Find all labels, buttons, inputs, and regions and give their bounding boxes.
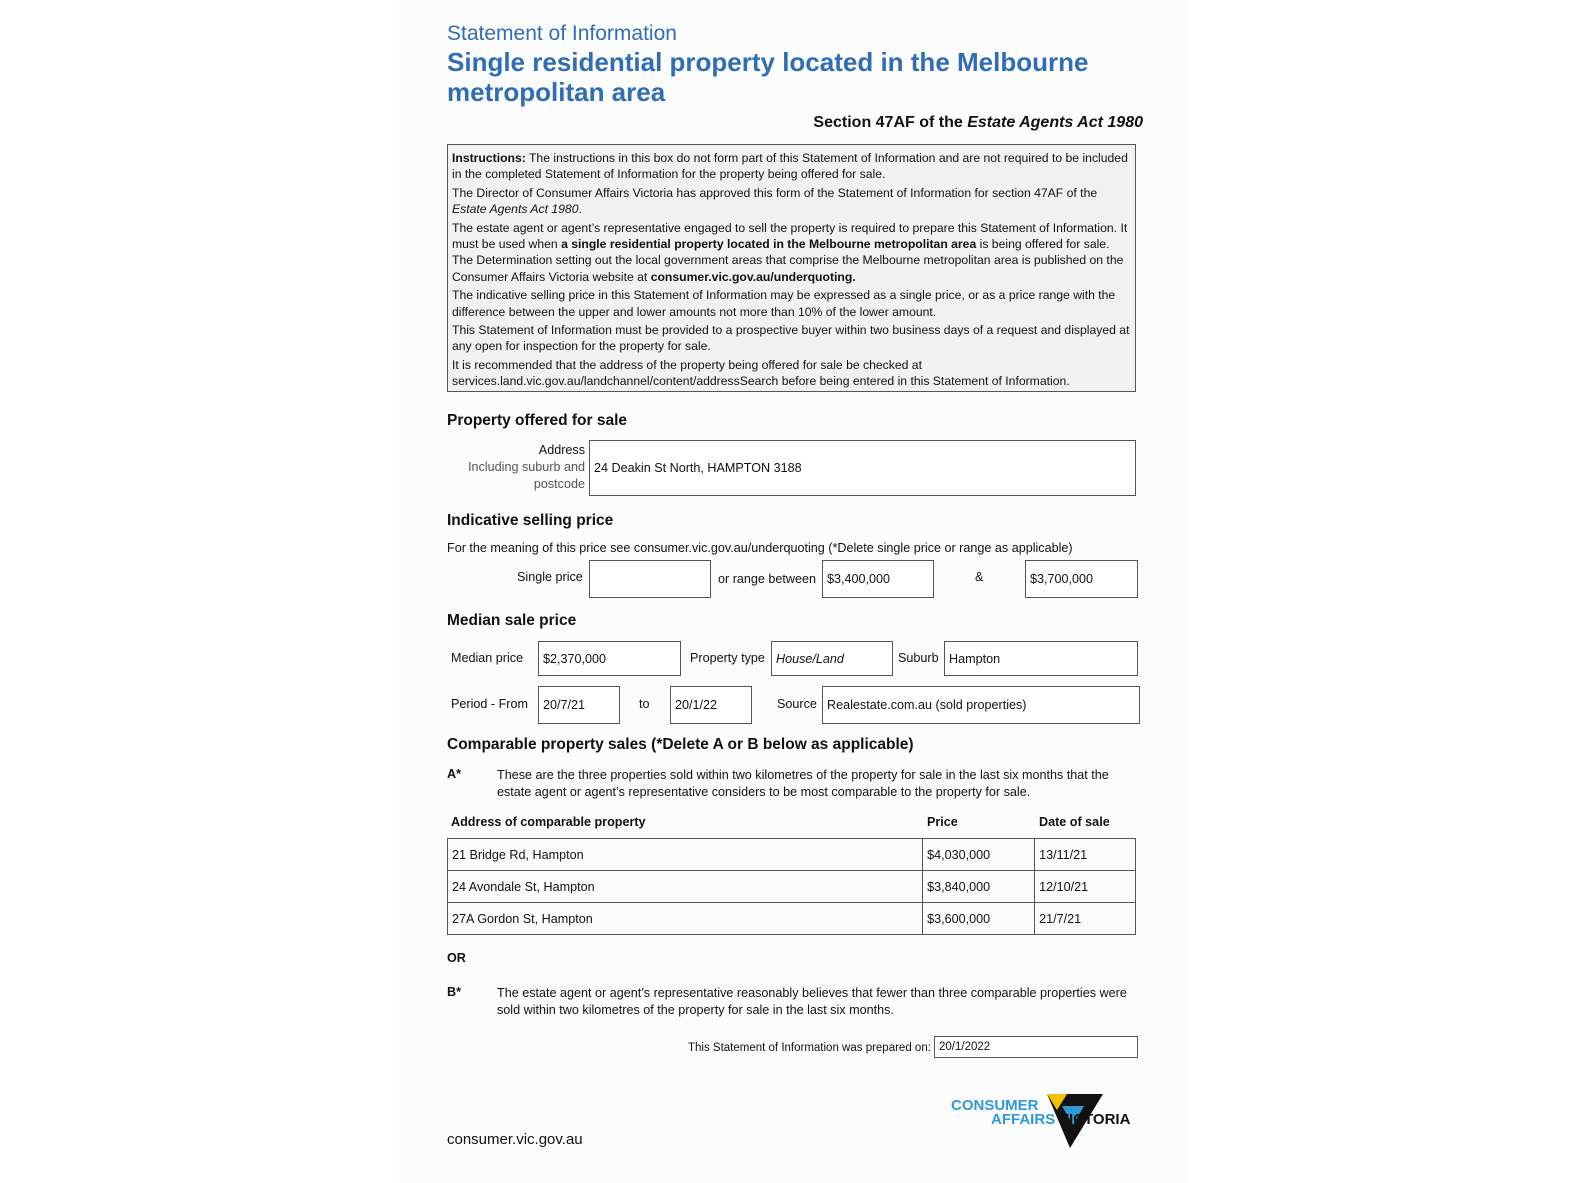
comparable-date-cell[interactable]: 13/11/21 [1035,839,1136,871]
comparable-table [447,838,1136,935]
comparable-price-cell[interactable]: $3,840,000 [923,871,1035,903]
single-price-field[interactable] [589,560,711,598]
property-type-label: Property type [690,651,765,665]
property-type-field[interactable]: House/Land [771,641,893,676]
or-separator: OR [447,951,466,965]
instructions-paragraph-1 [452,150,1131,183]
instructions-box [447,144,1136,392]
section-reference-prefix: Section 47AF of the [813,114,968,131]
period-from-label: Period - From [451,697,528,711]
instructions-p2-text: The Director of Consumer Affairs Victoria has approved this form of the Statement of Information for section 47AF of the [452,185,1098,200]
comparable-price-cell[interactable]: $3,600,000 [923,903,1035,935]
suburb-field[interactable]: Hampton [944,641,1138,676]
comparable-address-cell[interactable]: 21 Bridge Rd, Hampton [448,839,923,871]
period-to-label: to [639,697,650,711]
option-b-marker: B* [447,985,461,999]
comparable-address-cell[interactable]: 27A Gordon St, Hampton [448,903,923,935]
underquoting-link[interactable]: consumer.vic.gov.au/underquoting. [650,269,856,284]
section-reference-act: Estate Agents Act 1980 [967,114,1143,131]
address-field[interactable]: 24 Deakin St North, HAMPTON 3188 [589,440,1136,496]
logo-text-affairs: AFFAIRS [991,1111,1056,1128]
comparable-date-cell[interactable]: 21/7/21 [1035,903,1136,935]
instructions-paragraph-4: The indicative selling price in this Statement of Information may be expressed as a single price, or as a price range with the difference between the upper and lower amounts not more than 10% of the lower amount. [452,288,1116,319]
option-a-text: These are the three properties sold within two kilometres of the property for sale in the last six months that the estate agent or agent’s representative considers to be most comparable to the property for sale. [497,768,1109,799]
page-title: Single residential property located in the Melbourne metropolitan area [447,47,1089,107]
median-price-field[interactable]: $2,370,000 [538,641,681,676]
comparable-date-cell[interactable]: 12/10/21 [1035,871,1136,903]
instructions-paragraph-3 [452,220,1131,286]
instructions-p3-bold: a single residential property located in the Melbourne metropolitan area [561,237,977,252]
source-field[interactable]: Realestate.com.au (sold properties) [822,686,1140,724]
instructions-p2-act: Estate Agents Act 1980 [452,202,579,217]
range-low-field[interactable]: $3,400,000 [822,560,934,598]
range-high-field[interactable]: $3,700,000 [1025,560,1138,598]
single-price-label: Single price [517,570,583,584]
table-row [448,871,1136,903]
col-header-date: Date of sale [1039,815,1110,829]
table-row [448,839,1136,871]
address-label: Address [538,443,585,457]
range-label: or range between [718,572,817,586]
instructions-label: Instructions: [452,151,526,165]
suburb-label: Suburb [898,651,939,665]
col-header-address: Address of comparable property [451,815,646,829]
logo-text-victoria: VICTORIA [1059,1111,1131,1128]
median-heading: Median sale price [447,612,577,629]
instructions-p3-b: is being offered for sale. The Determination setting out the local government areas that comprise the Melbourne metropolitan area is published on the Consumer Affairs Victoria website at [452,237,1124,284]
address-label-group [468,442,585,493]
option-b-text: The estate agent or agent’s representative reasonably believes that fewer than three comparable properties were sold within two kilometres of the property for sale in the last six months. [497,986,1127,1017]
instructions-p3-a: The estate agent or agent’s representative engaged to sell the property is required to prepare this Statement of Information. It must be used when [452,220,1128,252]
document-kicker: Statement of Information [447,22,677,45]
instructions-p2-end: . [578,202,582,217]
prepared-on-field[interactable]: 20/1/2022 [934,1036,1138,1058]
source-label: Source [777,697,817,711]
comparable-address-cell[interactable]: 24 Avondale St, Hampton [448,871,923,903]
option-a-marker: A* [447,767,461,781]
range-ampersand: & [975,570,984,584]
instructions-p1-text: The instructions in this box do not form part of this Statement of Information and are not required to be included in the completed Statement of Information for the property being offered for sale. [452,151,1128,182]
address-sublabel-1: Including suburb and [468,460,585,474]
footer-url: consumer.vic.gov.au [447,1131,583,1148]
period-from-field[interactable]: 20/7/21 [538,686,620,724]
address-sublabel-2: postcode [533,477,585,491]
comparable-heading: Comparable property sales (*Delete A or B below as applicable) [447,736,914,753]
instructions-paragraph-2 [452,185,1131,218]
table-row [448,903,1136,935]
indicative-note: For the meaning of this price see consumer.vic.gov.au/underquoting (*Delete single price or range as applicable) [447,541,1073,555]
prepared-on-label: This Statement of Information was prepared on: [688,1042,931,1054]
consumer-affairs-victoria-logo [947,1092,1142,1152]
logo-text-consumer: CONSUMER [951,1097,1039,1114]
median-price-label: Median price [451,651,524,665]
period-to-field[interactable]: 20/1/22 [670,686,752,724]
property-heading: Property offered for sale [447,412,628,429]
col-header-price: Price [927,815,958,829]
comparable-price-cell[interactable]: $4,030,000 [923,839,1035,871]
indicative-heading: Indicative selling price [447,512,614,529]
instructions-paragraph-5: This Statement of Information must be provided to a prospective buyer within two business days of a request and displayed at any open for inspection for the property for sale. [452,323,1130,354]
instructions-paragraph-6: It is recommended that the address of the property being offered for sale be checked at services.land.vic.gov.au/landchannel/content/addressSearch before being entered in this Statement of Information. [452,357,1070,389]
section-reference [813,114,1143,132]
